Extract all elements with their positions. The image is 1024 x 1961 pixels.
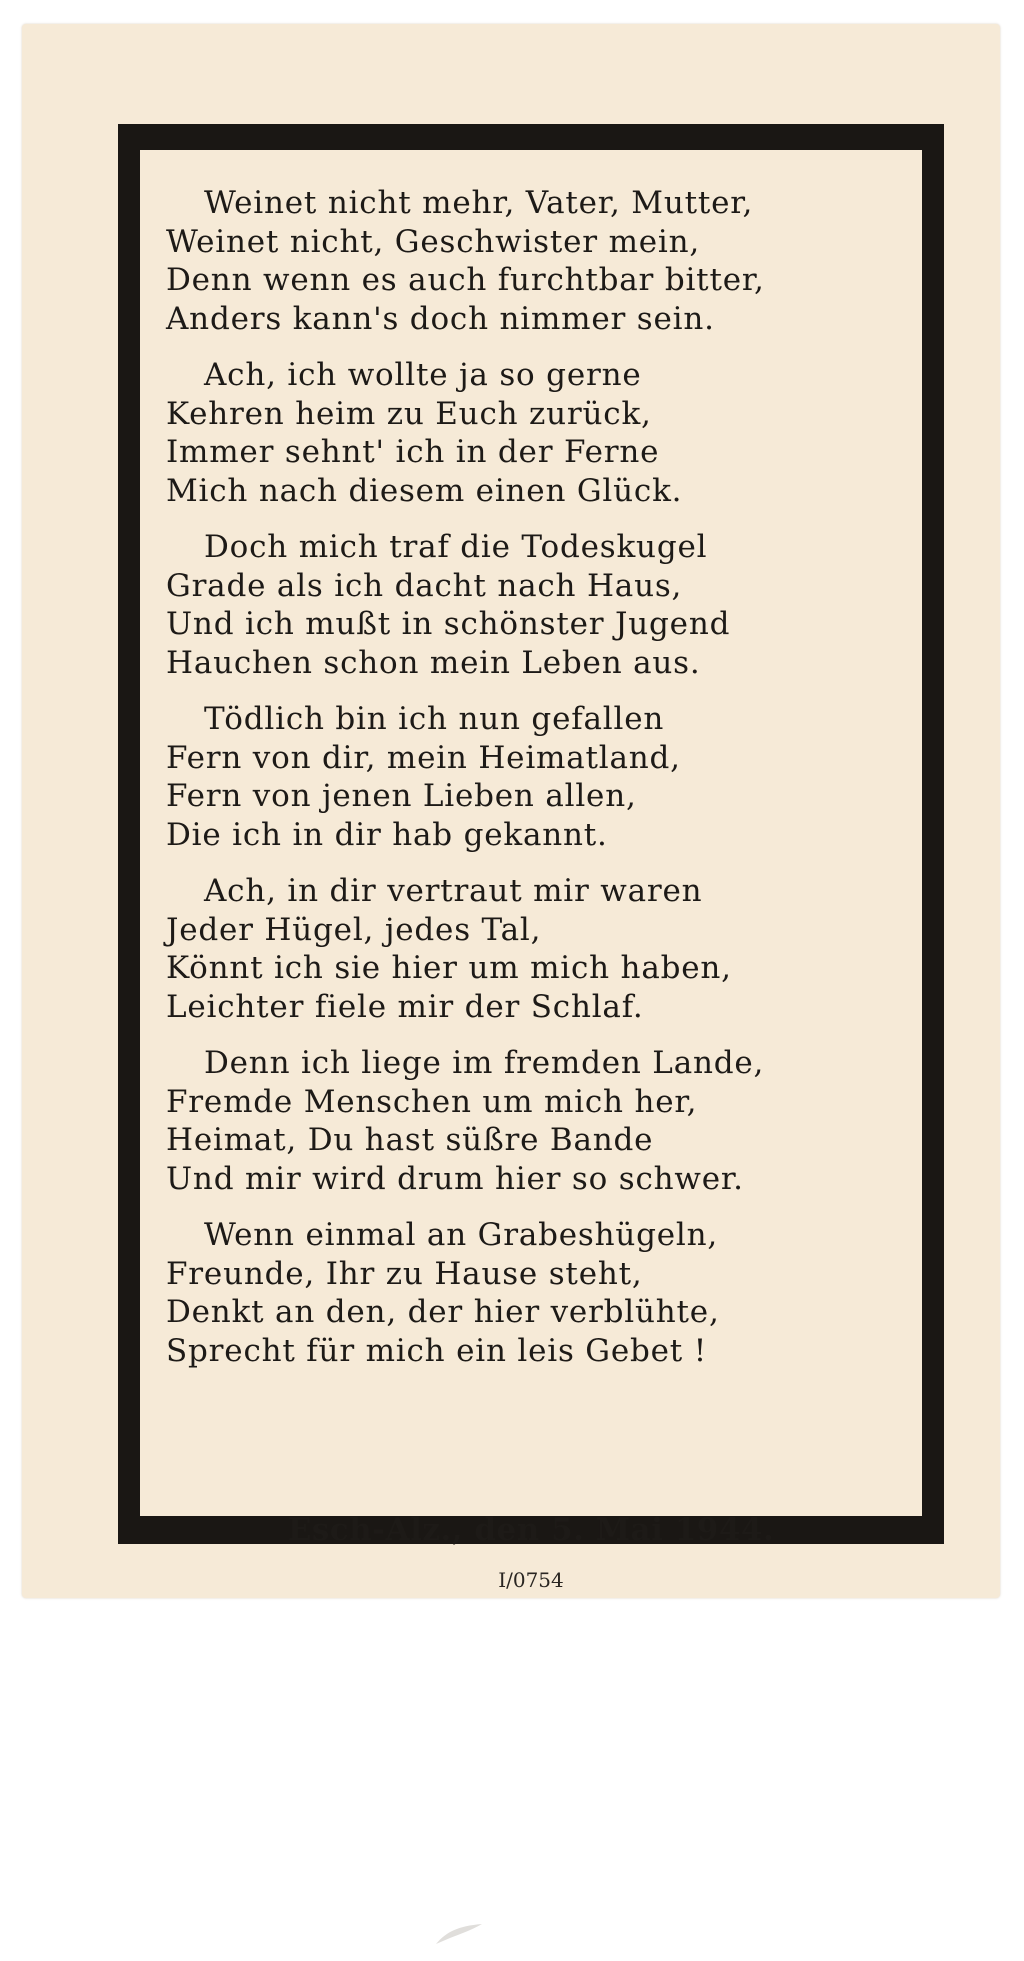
stanza <box>166 528 902 682</box>
reference-number: I/0754 <box>498 1568 564 1592</box>
poem-line: Ach, in dir vertraut mir waren <box>204 873 703 909</box>
poem-line: Leichter fiele mir der Schlaf. <box>166 988 644 1025</box>
poem-line: Jeder Hügel, jedes Tal, <box>166 911 542 948</box>
poem-line: Immer sehnt' ich in der Ferne <box>166 434 660 470</box>
poem-line: Fremde Menschen um mich her, <box>166 1083 698 1120</box>
poem-line: Heimat, Du hast süßre Bande <box>166 1122 654 1158</box>
stanza <box>166 1216 902 1370</box>
poem-line: Ach, ich wollte ja so gerne <box>204 357 642 393</box>
poem-line: Denn ich liege im fremden Lande, <box>204 1045 765 1081</box>
poem-line: Weinet nicht, Geschwister mein, <box>166 223 701 260</box>
card-content <box>140 150 922 1592</box>
poem-line: Denkt an den, der hier verblühte, <box>166 1294 720 1330</box>
poem-line: Weinet nicht mehr, Vater, Mutter, <box>204 185 754 221</box>
poem <box>166 184 902 1388</box>
poem-line: Freunde, Ihr zu Hause steht, <box>166 1255 643 1292</box>
stanza <box>166 700 902 854</box>
memorial-card <box>22 24 1000 1598</box>
poem-line: Könnt ich sie hier um mich haben, <box>166 950 732 986</box>
poem-line: Die ich in dir hab gekannt. <box>166 816 608 853</box>
poem-line: Und ich mußt in schönster Jugend <box>166 606 731 642</box>
poem-line: Fern von dir, mein Heimatland, <box>166 739 681 776</box>
poem-line: Sprecht für mich ein leis Gebet ! <box>166 1332 707 1369</box>
poem-line: Und mir wird drum hier so schwer. <box>166 1160 744 1197</box>
poem-line: Kehren heim zu Euch zurück, <box>166 395 652 432</box>
mourning-border <box>118 124 944 1592</box>
stanza <box>166 872 902 1026</box>
stanza <box>166 184 902 338</box>
poem-line: Anders kann's doch nimmer sein. <box>166 300 715 337</box>
stanza <box>166 1044 902 1198</box>
poem-line: Doch mich traf die Todeskugel <box>204 529 708 565</box>
poem-line: Mich nach diesem einen Glück. <box>166 472 683 509</box>
place-date-line: Esch-Alz., den 5. Mai 1944. <box>287 1512 775 1548</box>
scanner-smudge <box>432 1918 492 1948</box>
stanza <box>166 356 902 510</box>
poem-line: Wenn einmal an Grabeshügeln, <box>204 1217 719 1253</box>
poem-line: Denn wenn es auch furchtbar bitter, <box>166 262 765 298</box>
poem-line: Fern von jenen Lieben allen, <box>166 778 637 814</box>
poem-line: Hauchen schon mein Leben aus. <box>166 644 701 681</box>
poem-line: Grade als ich dacht nach Haus, <box>166 567 683 604</box>
poem-line: Tödlich bin ich nun gefallen <box>204 701 665 737</box>
